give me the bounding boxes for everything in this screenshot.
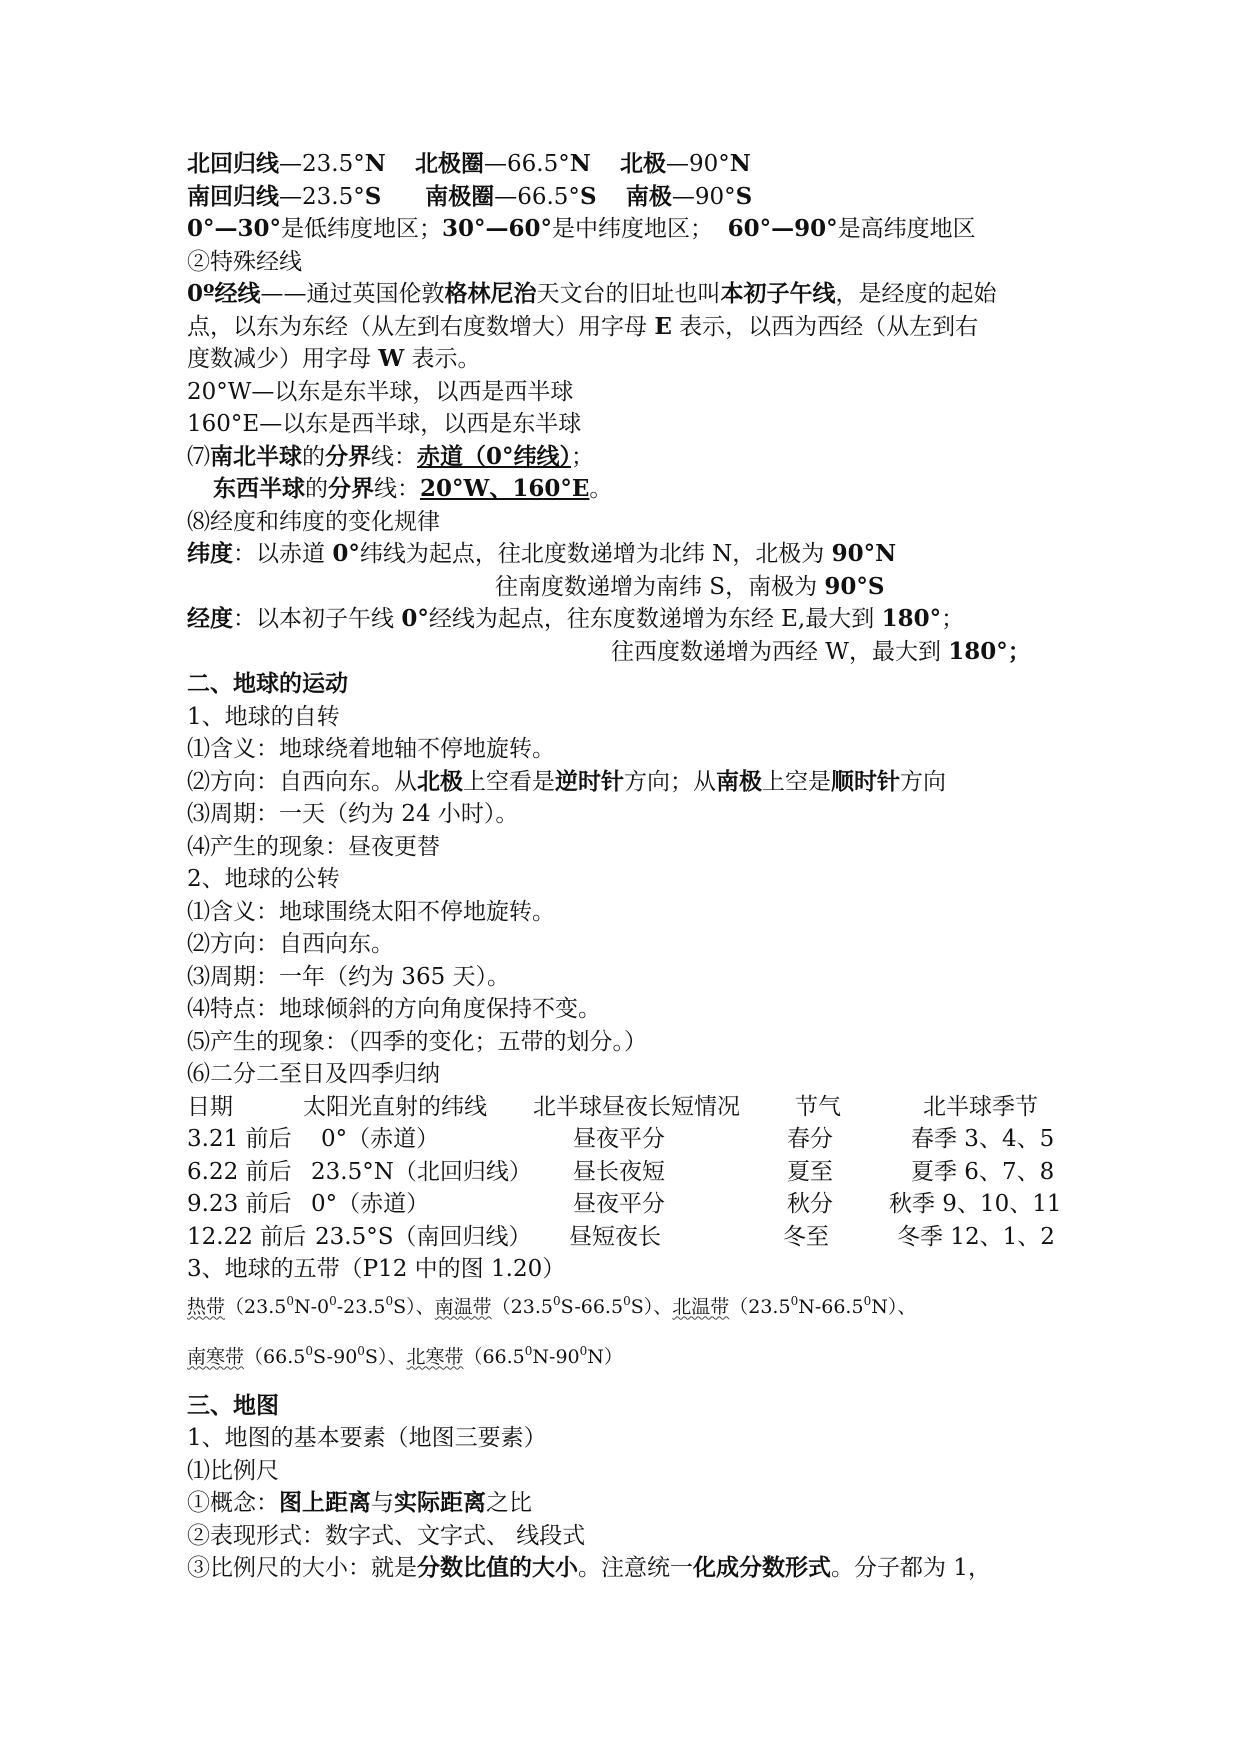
line-revolution-feature: ⑷特点：地球倾斜的方向角度保持不变。 bbox=[187, 996, 601, 1022]
table-row: 12.22 前后 23.5°S（南回归线） 昼短夜长 冬至 冬季 12、1、2 bbox=[187, 1223, 1055, 1250]
line-rotation-direction: ⑵方向：自西向东。从北极上空看是逆时针方向；从南极上空是顺时针方向 bbox=[187, 767, 946, 795]
line-special-meridian-heading: ②特殊经线 bbox=[187, 248, 302, 275]
line-latitude-rule-south: 往南度数递增为南纬 S，南极为 90°S bbox=[495, 572, 885, 600]
line-revolution-heading: 2、地球的公转 bbox=[187, 866, 340, 892]
line-tropic-north: 北回归线—23.5°N 北极圈—66.5°N 北极—90°N bbox=[187, 150, 751, 177]
line-rotation-meaning: ⑴含义：地球绕着地轴不停地旋转。 bbox=[187, 736, 555, 762]
line-latitude-rule: 纬度：以赤道 0°纬线为起点，往北度数递增为北纬 N，北极为 90°N bbox=[187, 540, 897, 567]
line-solstice-heading: ⑹二分二至日及四季归纳 bbox=[187, 1061, 440, 1087]
line-rotation-phenomenon: ⑷产生的现象：昼夜更替 bbox=[187, 833, 440, 860]
line-zones-2: 南寒带$(66.5^0S-90^0S)$、北寒带$(66.5^0N-90^0N)$ bbox=[187, 1343, 623, 1368]
line-tropic-south: 南回归线—23.5°S 南极圈—66.5°S 南极—90°S bbox=[187, 182, 753, 210]
line-revolution-phenomenon: ⑸产生的现象：（四季的变化；五带的划分。） bbox=[187, 1028, 647, 1055]
table-header: 日期 太阳光直射的纬线 北半球昼夜长短情况 节气 北半球季节 bbox=[187, 1093, 1038, 1120]
line-longitude-rule-west: 往西度数递增为西经 W，最大到 180°； bbox=[611, 637, 1031, 665]
section-2-title: 二、地球的运动 bbox=[187, 670, 348, 697]
line-five-zones-heading: 3、地球的五带（P12 中的图 1.20） bbox=[187, 1256, 566, 1282]
line-rotation-period: ⑶周期：一天（约为 24 小时）。 bbox=[187, 801, 519, 827]
line-map-elements: 1、地图的基本要素（地图三要素） bbox=[187, 1425, 547, 1451]
line-east-west-2: 度数减少）用字母 W 表示。 bbox=[187, 345, 481, 372]
line-revolution-direction: ⑵方向：自西向东。 bbox=[187, 931, 394, 957]
line-zones-1: 热带$(23.5^0N-0^0-23.5^0S)$、南温带（23.5$^0$S-66.5$^0$S）、北温带（23.5$^0$N-66.5$^0$N）、 bbox=[187, 1293, 917, 1318]
line-160e: 160°E—以东是西半球，以西是东半球 bbox=[187, 411, 582, 437]
section-3-title: 三、地图 bbox=[187, 1391, 279, 1419]
line-revolution-meaning: ⑴含义：地球围绕太阳不停地旋转。 bbox=[187, 898, 555, 925]
table-row: 3.21 前后 0°（赤道） 昼夜平分 春分 春季 3、4、5 bbox=[187, 1126, 1055, 1152]
line-scale-heading: ⑴比例尺 bbox=[187, 1457, 279, 1484]
line-scale-forms: ②表现形式：数字式、文字式、 线段式 bbox=[187, 1522, 586, 1549]
line-scale-concept: ①概念：图上距离与实际距离之比 bbox=[187, 1489, 532, 1516]
line-rotation-heading: 1、地球的自转 bbox=[187, 703, 340, 730]
line-scale-size: ③比例尺的大小：就是分数比值的大小。注意统一化成分数形式。分子都为 1， bbox=[187, 1554, 991, 1581]
document-page bbox=[187, 148, 1067, 1585]
line-latitude-zones: 0°—30°是低纬度地区；30°—60°是中纬度地区； 60°—90°是高纬度地区 bbox=[187, 215, 976, 242]
table-row: 9.23 前后 0°（赤道） 昼夜平分 秋分 秋季 9、10、11 bbox=[187, 1191, 1062, 1217]
line-revolution-period: ⑶周期：一年（约为 365 天）。 bbox=[187, 963, 511, 990]
line-east-west-1: 点，以东为东经（从左到右度数增大）用字母 E 表示，以西为西经（从左到右 bbox=[187, 312, 979, 340]
line-ew-boundary: 东西半球的分界线：20°W、160°E。 bbox=[213, 475, 613, 502]
line-20w: 20°W—以东是东半球，以西是西半球 bbox=[187, 378, 574, 405]
table-row: 6.22 前后 23.5°N（北回归线） 昼长夜短 夏至 夏季 6、7、8 bbox=[187, 1158, 1055, 1185]
line-ns-boundary: ⑺南北半球的分界线：赤道（0°纬线）； bbox=[187, 442, 595, 470]
line-variation-heading: ⑻经度和纬度的变化规律 bbox=[187, 508, 440, 535]
line-prime-meridian: 0º经线——通过英国伦敦格林尼治天文台的旧址也叫本初子午线，是经度的起始 bbox=[187, 280, 997, 307]
line-longitude-rule: 经度：以本初子午线 0°经线为起点，往东度数递增为东经 E,最大到 180°； bbox=[187, 605, 965, 632]
